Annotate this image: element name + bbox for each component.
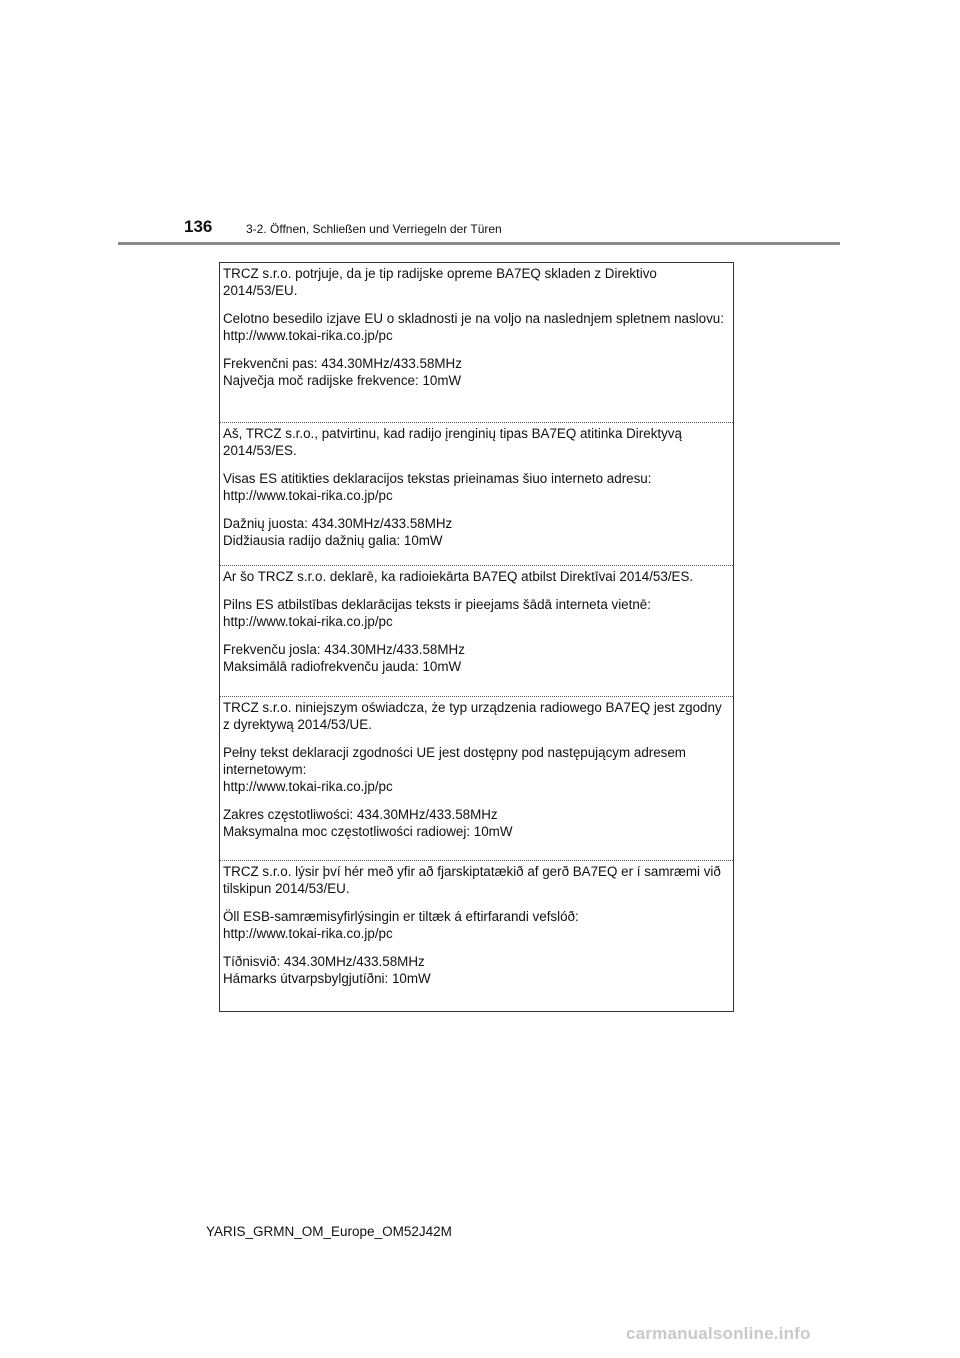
declaration-statement: TRCZ s.r.o. niniejszym oświadcza, że typ urządzenia radiowego BA7EQ jest zgodny z dyrektywą 2014/53/UE. <box>223 700 722 732</box>
declaration-block-lithuanian <box>220 422 733 565</box>
declaration-url: http://www.tokai-rika.co.jp/pc <box>223 328 393 343</box>
frequency-band: Frekvenču josla: 434.30MHz/433.58MHz <box>223 642 465 657</box>
page-number: 136 <box>184 217 213 236</box>
frequency-band: Frekvenčni pas: 434.30MHz/433.58MHz <box>223 356 462 371</box>
max-power: Hámarks útvarpsbylgjutíðni: 10mW <box>223 971 431 986</box>
declaration-statement: Ar šo TRCZ s.r.o. deklarē, ka radioiekārta BA7EQ atbilst Direktīvai 2014/53/ES. <box>223 569 694 584</box>
full-text-notice: Visas ES atitikties deklaracijos tekstas prieinamas šiuo interneto adresu: <box>223 471 652 486</box>
declaration-url: http://www.tokai-rika.co.jp/pc <box>223 488 393 503</box>
declaration-block-latvian <box>220 565 733 696</box>
declaration-block-slovenian <box>220 263 733 422</box>
full-text-notice: Pełny tekst deklaracji zgodności UE jest dostępny pod następującym adresem internetowym: <box>223 745 686 777</box>
declaration-url: http://www.tokai-rika.co.jp/pc <box>223 779 393 794</box>
full-text-notice: Celotno besedilo izjave EU o skladnosti je na voljo na naslednjem spletnem naslovu: <box>223 311 724 326</box>
max-power: Največja moč radijske frekvence: 10mW <box>223 373 462 388</box>
declaration-block-icelandic <box>220 860 733 1011</box>
frequency-band: Zakres częstotliwości: 434.30MHz/433.58MHz <box>223 807 498 822</box>
frequency-band: Dažnių juosta: 434.30MHz/433.58MHz <box>223 516 453 531</box>
declaration-block-polish <box>220 696 733 860</box>
declaration-url: http://www.tokai-rika.co.jp/pc <box>223 926 393 941</box>
declaration-statement: TRCZ s.r.o. potrjuje, da je tip radijske opreme BA7EQ skladen z Direktivo 2014/53/EU. <box>223 266 657 298</box>
full-text-notice: Pilns ES atbilstības deklarācijas teksts ir pieejams šādā interneta vietnē: <box>223 597 651 612</box>
declaration-url: http://www.tokai-rika.co.jp/pc <box>223 614 393 629</box>
full-text-notice: Öll ESB-samræmisyfirlýsingin er tiltæk á eftirfarandi vefslóð: <box>223 909 579 924</box>
declaration-statement: Aš, TRCZ s.r.o., patvirtinu, kad radijo įrenginių tipas BA7EQ atitinka Direktyvą 2014/53/ES. <box>223 426 682 458</box>
frequency-band: Tíðnisvið: 434.30MHz/433.58MHz <box>223 954 425 969</box>
watermark: carmanualsonline.info <box>626 1324 811 1343</box>
declaration-box <box>219 262 734 1012</box>
declaration-statement: TRCZ s.r.o. lýsir því hér með yfir að fjarskiptatækið af gerð BA7EQ er í samræmi við tilskipun 2014/53/EU. <box>223 864 721 896</box>
max-power: Maksymalna moc częstotliwości radiowej: 10mW <box>223 824 513 839</box>
max-power: Maksimālā radiofrekvenču jauda: 10mW <box>223 659 462 674</box>
header-rule <box>118 242 840 245</box>
section-title: 3-2. Öffnen, Schließen und Verriegeln der Türen <box>246 222 502 236</box>
max-power: Didžiausia radijo dažnių galia: 10mW <box>223 533 443 548</box>
document-code: YARIS_GRMN_OM_Europe_OM52J42M <box>206 1224 452 1239</box>
